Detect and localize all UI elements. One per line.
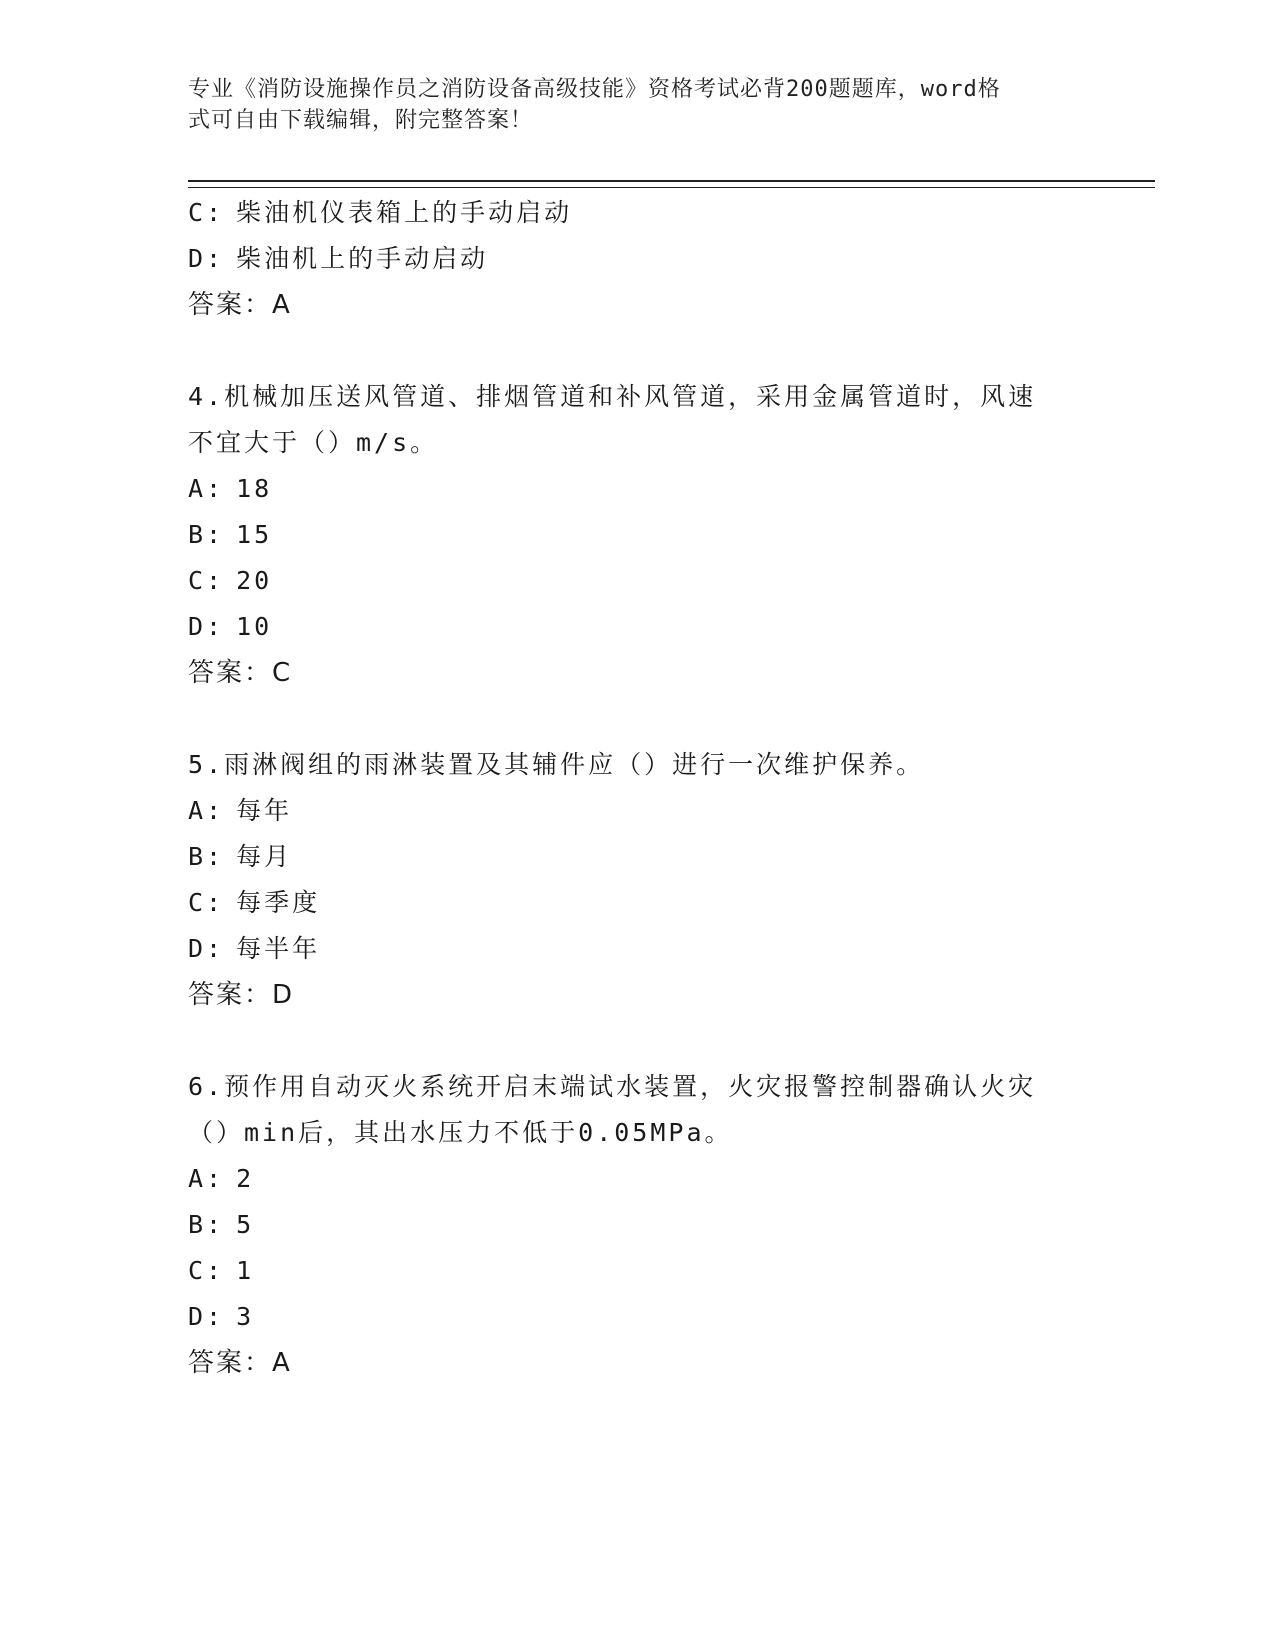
option-d: D: 3 (188, 1302, 255, 1331)
option-c: C: 20 (188, 566, 273, 595)
header-line-1: 专业《消防设施操作员之消防设备高级技能》资格考试必背200题题库，word格 (188, 77, 1001, 102)
option-c: C: 每季度 (188, 888, 321, 917)
question-stem: 6.预作用自动灭火系统开启末端试水装置，火灾报警控制器确认火灾 (188, 1072, 1037, 1101)
question-stem: 5.雨淋阀组的雨淋装置及其辅件应（）进行一次维护保养。 (188, 750, 925, 779)
answer: 答案：A (188, 1348, 292, 1378)
option-c: C: 1 (188, 1256, 255, 1285)
question-block-5 (188, 742, 1088, 1018)
option-d: D: 柴油机上的手动启动 (188, 244, 489, 273)
option-a: A: 每年 (188, 796, 293, 825)
question-block-continued (188, 190, 1088, 328)
answer: 答案：D (188, 980, 295, 1010)
option-b: B: 5 (188, 1210, 255, 1239)
option-a: A: 18 (188, 474, 273, 503)
question-block-4 (188, 374, 1088, 696)
spacer (188, 1018, 1088, 1064)
question-stem: 4.机械加压送风管道、排烟管道和补风管道，采用金属管道时，风速 (188, 382, 1037, 411)
document-header (188, 74, 1088, 136)
answer: 答案：A (188, 290, 292, 320)
spacer (188, 696, 1088, 742)
option-d: D: 每半年 (188, 934, 321, 963)
option-a: A: 2 (188, 1164, 255, 1193)
answer: 答案：C (188, 658, 293, 688)
question-list (188, 190, 1088, 1386)
option-d: D: 10 (188, 612, 273, 641)
question-stem-cont: （）min后，其出水压力不低于0.05MPa。 (188, 1118, 733, 1147)
option-b: B: 每月 (188, 842, 293, 871)
header-divider (188, 180, 1155, 188)
option-b: B: 15 (188, 520, 273, 549)
spacer (188, 328, 1088, 374)
question-block-6 (188, 1064, 1088, 1386)
option-c: C: 柴油机仪表箱上的手动启动 (188, 198, 573, 227)
header-line-2: 式可自由下载编辑，附完整答案！ (188, 108, 534, 133)
question-stem-cont: 不宜大于（）m/s。 (188, 428, 439, 457)
